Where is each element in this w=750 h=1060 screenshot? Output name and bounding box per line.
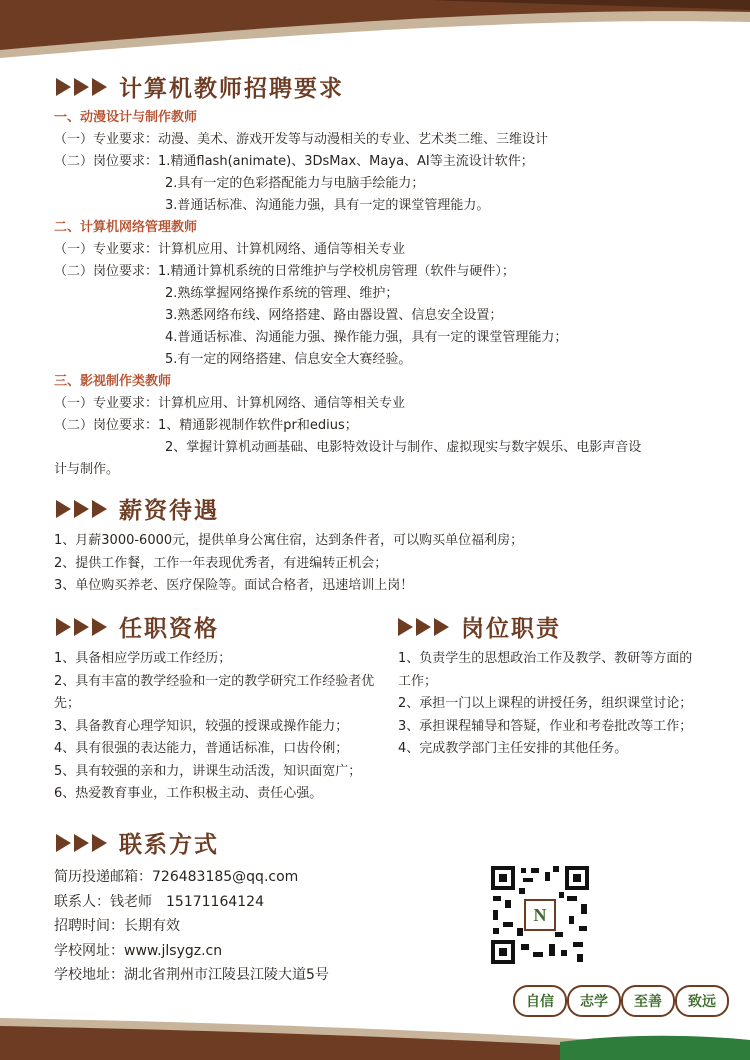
- qualification-item: 4、具有很强的表达能力，普通话标准，口齿伶俐；: [54, 741, 349, 756]
- duty-item: 3、承担课程辅导和答疑，作业和考卷批改等工作；: [398, 718, 693, 734]
- duty-item: 2、承担一门以上课程的讲授任务，组织课堂讨论；: [398, 696, 693, 711]
- video-major: （一）专业要求：计算机应用、计算机网络、通信等相关专业: [54, 396, 406, 411]
- motto-badge: [567, 985, 621, 1017]
- salary-item: 2、提供工作餐，工作一年表现优秀者，有进编转正机会；: [54, 555, 388, 571]
- contact-person: 联系人：钱老师 15171164124: [54, 893, 264, 910]
- video-teacher-title: 三、影视制作类教师: [54, 374, 172, 389]
- network-post-item: 4.普通话标准、沟通能力强、操作能力强，具有一定的课堂管理能力；: [165, 330, 568, 345]
- motto-badge: [513, 985, 567, 1017]
- video-post: （二）岗位要求：1、精通影视制作软件pr和edius；: [54, 418, 358, 433]
- qr-logo-letter: N: [533, 905, 547, 925]
- motto-badge: [675, 985, 729, 1017]
- requirements-list: [54, 107, 704, 481]
- qualification-item: 6、热爱教育事业，工作积极主动、责任心强。: [54, 786, 323, 801]
- qualification-item: 3、具备教育心理学知识，较强的授课或操作能力；: [54, 718, 349, 734]
- motto-text: 致远: [688, 994, 716, 1010]
- network-post-item: 3.熟悉网络布线、网络搭建、路由器设置、信息安全设置；: [165, 308, 503, 323]
- animation-post-item: 2.具有一定的色彩搭配能力与电脑手绘能力；: [165, 176, 425, 191]
- duties-heading: [398, 610, 561, 643]
- contact-address: 学校地址：湖北省荆州市江陵县江陵大道5号: [54, 967, 329, 983]
- network-post-item: 2.熟练掌握网络操作系统的管理、维护；: [165, 286, 399, 301]
- contact-time: 招聘时间：长期有效: [54, 918, 180, 934]
- requirements-title: 计算机教师招聘要求: [119, 76, 344, 102]
- motto-text: 至善: [634, 994, 662, 1010]
- qualifications-heading: [56, 610, 219, 643]
- contact-email: 简历投递邮箱：726483185@qq.com: [54, 869, 299, 885]
- salary-heading: [56, 492, 219, 525]
- qualification-item: 1、具备相应学历或工作经历；: [54, 651, 232, 666]
- motto-text: 自信: [526, 994, 554, 1010]
- animation-teacher-title: 一、动漫设计与制作教师: [54, 110, 198, 125]
- duty-item: 4、完成教学部门主任安排的其他任务。: [398, 741, 628, 756]
- qr-code-image: [489, 864, 591, 966]
- qualifications-list: [54, 648, 384, 806]
- contact-title: 联系方式: [119, 832, 219, 858]
- top-decoration: [0, 0, 750, 70]
- qualifications-title: 任职资格: [119, 616, 219, 642]
- triple-arrow-icon: [56, 834, 107, 852]
- network-major: （一）专业要求：计算机应用、计算机网络、通信等相关专业: [54, 242, 406, 257]
- duties-list: [398, 648, 698, 761]
- contact-website: 学校网址：www.jlsygz.cn: [54, 942, 223, 959]
- duty-item: 1、负责学生的思想政治工作及教学、教研等方面的工作；: [398, 651, 693, 689]
- animation-major: （一）专业要求：动漫、美术、游戏开发等与动漫相关的专业、艺术类二维、三维设计: [54, 132, 549, 147]
- animation-post-item: 3.普通话标准、沟通能力强，具有一定的课堂管理能力。: [165, 198, 490, 213]
- salary-item: 1、月薪3000-6000元，提供单身公寓住宿，达到条件者，可以购买单位福利房；: [54, 533, 524, 548]
- triple-arrow-icon: [56, 618, 107, 636]
- triple-arrow-icon: [56, 500, 107, 518]
- network-teacher-title: 二、计算机网络管理教师: [54, 220, 198, 235]
- animation-post: （二）岗位要求：1.精通flash(animate)、3DsMax、Maya、AI等主流设计软件；: [54, 154, 534, 169]
- salary-item: 3、单位购买养老、医疗保险等。面试合格者，迅速培训上岗！: [54, 578, 414, 593]
- contact-heading: [56, 826, 219, 859]
- contact-list: [54, 865, 474, 988]
- triple-arrow-icon: [398, 618, 449, 636]
- duties-title: 岗位职责: [461, 616, 561, 642]
- video-post-item-cont: 计与制作。: [54, 462, 120, 477]
- salary-title: 薪资待遇: [119, 498, 219, 524]
- motto-text: 志学: [580, 994, 608, 1010]
- network-post-item: 5.有一定的网络搭建、信息安全大赛经验。: [165, 352, 412, 367]
- triple-arrow-icon: [56, 78, 107, 96]
- qualification-item: 2、具有丰富的教学经验和一定的教学研究工作经验者优先；: [54, 673, 375, 711]
- network-post: （二）岗位要求：1.精通计算机系统的日常维护与学校机房管理（软件与硬件）；: [54, 264, 515, 279]
- salary-list: [54, 530, 704, 598]
- motto-badge: [621, 985, 675, 1017]
- qualification-item: 5、具有较强的亲和力，讲课生动活泼，知识面宽广；: [54, 763, 362, 779]
- video-post-item: 2、掌握计算机动画基础、电影特效设计与制作、虚拟现实与数字娱乐、电影声音设: [165, 440, 642, 455]
- requirements-heading: [56, 70, 344, 103]
